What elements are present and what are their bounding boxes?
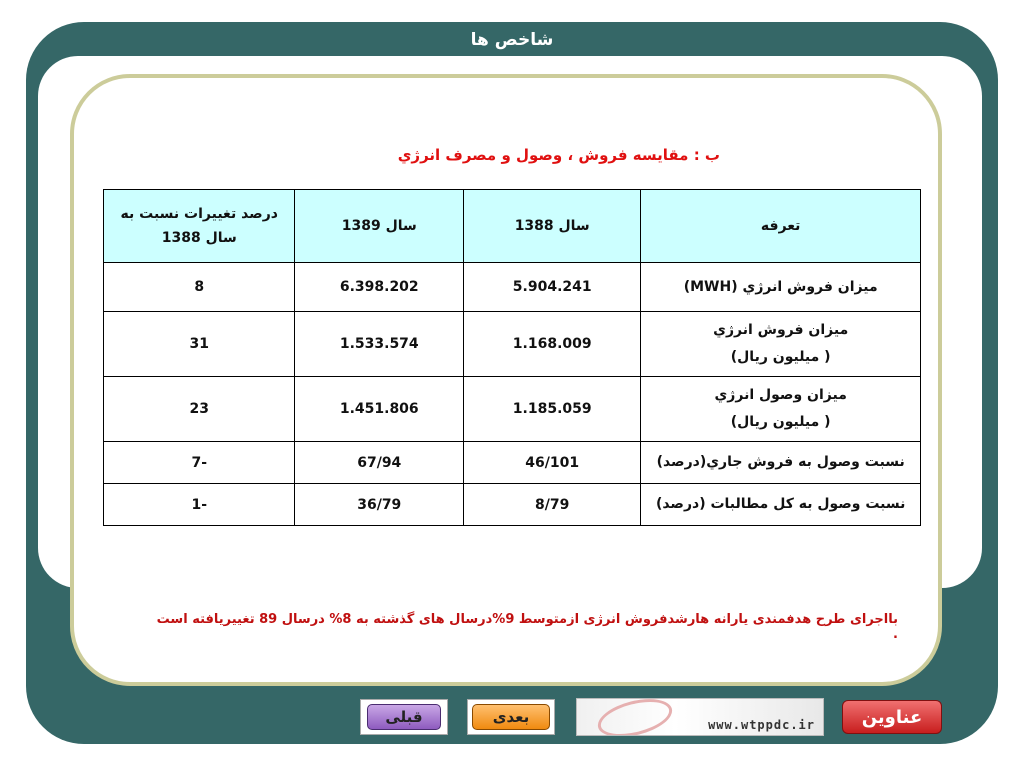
next-button[interactable] (467, 699, 555, 735)
cell-percent: -1 (104, 484, 295, 526)
table-header-row (104, 190, 921, 263)
logo-url-text: www.wtppdc.ir (708, 718, 815, 732)
cell-1388: 1.168.009 (464, 312, 641, 377)
comparison-table (103, 189, 921, 526)
cell-tariff (641, 312, 921, 377)
table-row (104, 442, 921, 484)
cell-1388: 1.185.059 (464, 377, 641, 442)
tariff-line: ميزان فروش انرژي (MWH) (683, 278, 878, 295)
tariff-line: ميزان فروش انرژي (713, 322, 849, 338)
header-year-1389: سال 1389 (295, 190, 464, 263)
cell-1389: 6.398.202 (295, 263, 464, 312)
header-percent-change: درصد تغييرات نسبت به سال 1388 (104, 190, 295, 263)
cell-1388: 8/79 (464, 484, 641, 526)
previous-button[interactable] (360, 699, 448, 735)
next-button-label: بعدی (472, 704, 550, 730)
cell-1388: 5.904.241 (464, 263, 641, 312)
logo-swoosh-icon (594, 698, 676, 736)
section-title: ب : مقايسه فروش ، وصول و مصرف انرژي (397, 146, 720, 164)
cell-1389: 36/79 (295, 484, 464, 526)
cell-percent: 8 (104, 263, 295, 312)
tariff-unit-line: ( ميليون ريال) (730, 414, 831, 430)
cell-tariff (641, 263, 921, 312)
cell-1389: 1.451.806 (295, 377, 464, 442)
cell-percent: 31 (104, 312, 295, 377)
cell-1389: 67/94 (295, 442, 464, 484)
cell-1388: 46/101 (464, 442, 641, 484)
table-row (104, 263, 921, 312)
wtppdc-logo (576, 698, 824, 736)
tariff-line: نسبت وصول به فروش جاري(درصد) (656, 454, 905, 470)
footnote-text: بااجرای طرح هدفمندی یارانه هارشدفروش انرژی ازمتوسط 9%درسال های گذشته به 8% درسال 89 تغییریافته است . (156, 612, 898, 642)
cell-percent: 23 (104, 377, 295, 442)
header-year-1388: سال 1388 (464, 190, 641, 263)
cell-percent: -7 (104, 442, 295, 484)
previous-button-label: قبلی (367, 704, 441, 730)
header-tariff: تعرفه (641, 190, 921, 263)
cell-tariff (641, 442, 921, 484)
tariff-line: ميزان وصول انرژي (714, 387, 847, 403)
page-title: شاخص ها (470, 30, 554, 50)
cell-tariff (641, 484, 921, 526)
cell-1389: 1.533.574 (295, 312, 464, 377)
tariff-unit-line: ( ميليون ريال) (730, 349, 831, 365)
table-row (104, 377, 921, 442)
contents-home-button[interactable]: عناوین (842, 700, 942, 734)
table-row (104, 312, 921, 377)
tariff-line: نسبت وصول به كل مطالبات (درصد) (655, 496, 906, 512)
table-row (104, 484, 921, 526)
cell-tariff (641, 377, 921, 442)
